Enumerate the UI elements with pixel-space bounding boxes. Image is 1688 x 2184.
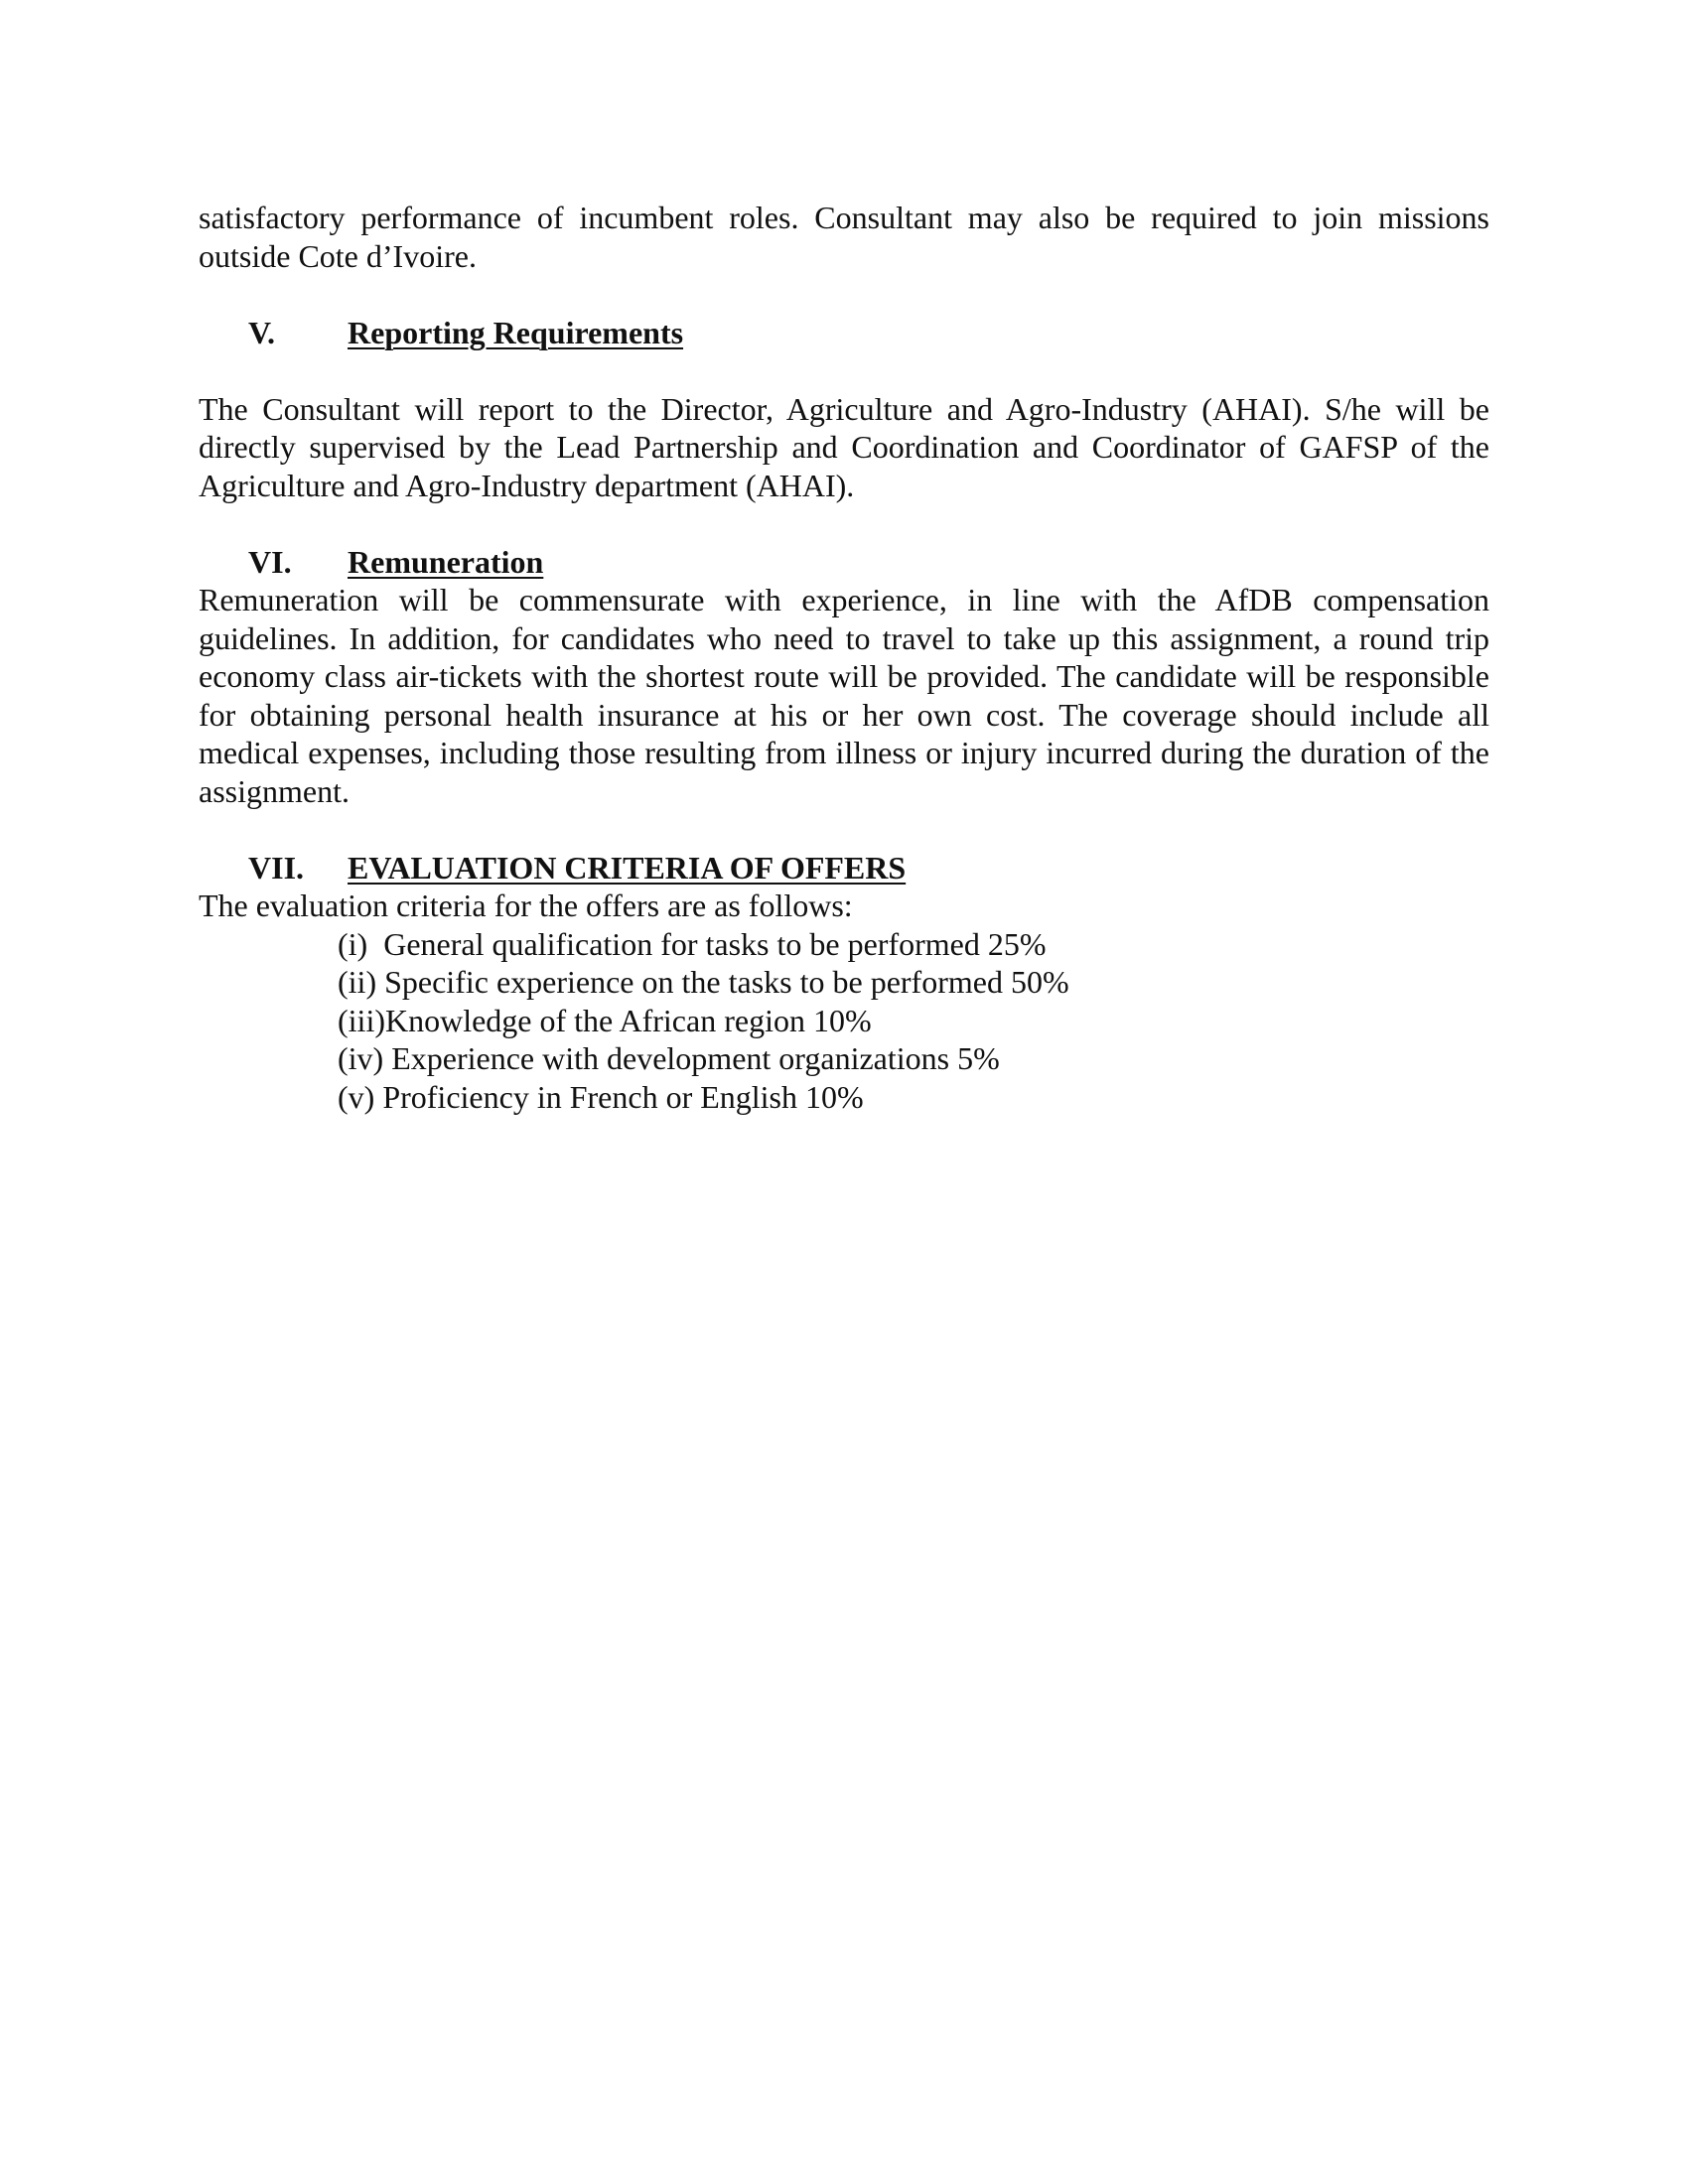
spacer	[199, 504, 1489, 543]
list-item	[338, 1002, 1489, 1040]
continuation-paragraph: satisfactory performance of incumbent roles. Consultant may also be required to join missions outside Cote d’Ivoire.	[199, 200, 1489, 274]
section-number: V.	[248, 314, 275, 350]
list-item	[338, 1078, 1489, 1117]
section-heading-remuneration	[199, 543, 1489, 582]
section-heading-reporting	[199, 314, 1489, 352]
list-item-text: Knowledge of the African region 10%	[384, 1002, 872, 1038]
list-marker: (iii)	[338, 1002, 385, 1038]
list-item-text: Experience with development organizations 5%	[391, 1040, 1000, 1076]
list-marker: (i)	[338, 925, 368, 962]
document-page	[199, 199, 1489, 1116]
list-item	[338, 925, 1489, 964]
section-title: Reporting Requirements	[348, 314, 684, 350]
evaluation-criteria-list	[199, 925, 1489, 1117]
section-title: EVALUATION CRITERIA OF OFFERS	[348, 849, 907, 886]
section-number: VI.	[248, 543, 292, 580]
list-marker: (v)	[338, 1078, 375, 1115]
list-marker: (iv)	[338, 1040, 384, 1076]
remuneration-paragraph: Remuneration will be commensurate with experience, in line with the AfDB compensation guidelines. In addition, for candidates who need to travel to take up this assignment, a round trip economy class air-tickets with the shortest route will be provided. The candidate will be responsible for obtaining personal health insurance at his or her own cost. The coverage should include all medical expenses, including those resulting from illness or injury incurred during the duration of the assignment.	[199, 582, 1489, 809]
section-title: Remuneration	[348, 543, 544, 580]
spacer	[199, 275, 1489, 314]
list-item-text: General qualification for tasks to be performed 25%	[383, 925, 1047, 962]
list-item	[338, 1039, 1489, 1078]
reporting-paragraph: The Consultant will report to the Director, Agriculture and Agro-Industry (AHAI). S/he will be directly supervised by the Lead Partnership and Coordination and Coordinator of GAFSP of the Agriculture and Agro-Industry department (AHAI).	[199, 390, 1489, 503]
section-number: VII.	[248, 849, 305, 886]
evaluation-intro: The evaluation criteria for the offers are as follows:	[199, 887, 853, 923]
section-heading-evaluation	[199, 849, 1489, 887]
list-item-text: Specific experience on the tasks to be performed 50%	[384, 964, 1069, 1000]
list-item-text: Proficiency in French or English 10%	[382, 1078, 864, 1115]
list-marker: (ii)	[338, 964, 377, 1000]
list-item	[338, 963, 1489, 1002]
spacer	[199, 810, 1489, 849]
spacer	[199, 351, 1489, 390]
